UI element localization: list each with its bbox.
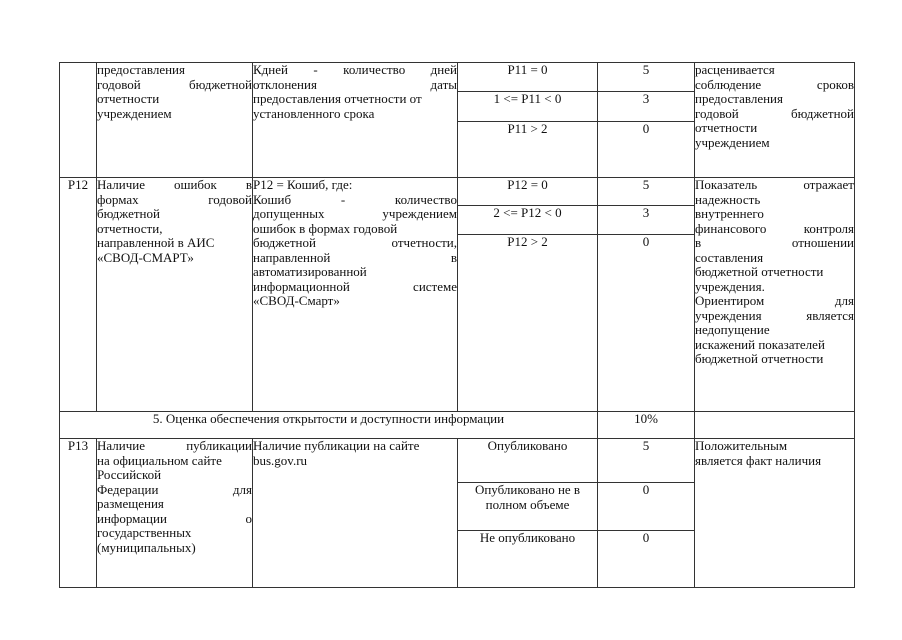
text-line (97, 178, 252, 193)
score-cell: 3 (598, 92, 695, 122)
text-line: автоматизированной (253, 264, 367, 279)
text-line: Не опубликовано (479, 530, 576, 545)
text-word: отклонения (253, 76, 317, 92)
text-word: для (232, 481, 252, 497)
text-line (253, 63, 457, 78)
text-line (695, 107, 854, 122)
text-word: допущенных (253, 206, 325, 221)
text-word: формах (97, 191, 139, 207)
text-line (253, 236, 457, 251)
text-word: ошибок (173, 177, 217, 192)
score-cell: 0 (598, 122, 695, 178)
condition-cell (458, 483, 598, 531)
condition-cell: 1 <= Р11 < 0 (458, 92, 598, 122)
score-cell: 0 (598, 531, 695, 588)
text-word: Кдней (253, 62, 288, 77)
text-line: Положительным (695, 438, 788, 453)
condition-cell: Р11 > 2 (458, 122, 598, 178)
section-title: 5. Оценка обеспечения открытости и доступности информации (60, 412, 598, 439)
text-line: на официальном сайте (97, 452, 222, 468)
text-word: отношении (791, 235, 854, 250)
formula-cell (253, 439, 458, 588)
indicator-code-cell (60, 63, 97, 178)
score-cell: 0 (598, 483, 695, 531)
text-line: отчетности (97, 91, 160, 106)
text-word: учреждением (382, 206, 457, 221)
text-line: отчетности, (97, 220, 163, 236)
text-word: Наличие (97, 438, 145, 453)
text-line: «СВОД-Смарт» (253, 293, 340, 308)
score-cell: 0 (598, 235, 695, 412)
text-word: бюджетной (253, 235, 316, 250)
text-line: Опубликовано (487, 438, 568, 453)
text-word: бюджетной (189, 76, 252, 92)
text-word: - (313, 62, 318, 77)
text-word: Кошиб (253, 191, 292, 207)
text-line: бюджетной отчетности (695, 351, 824, 366)
text-line: является факт наличия (695, 452, 822, 468)
comment-cell (695, 178, 855, 412)
text-word: дней (430, 62, 457, 77)
condition-cell (458, 531, 598, 588)
text-line: Опубликовано не в (474, 482, 581, 497)
text-word: публикации (186, 438, 252, 453)
text-word: о (245, 510, 252, 526)
formula-cell (253, 63, 458, 178)
text-line: бюджетной (97, 206, 160, 221)
text-line (253, 193, 457, 208)
indicator-name-cell (97, 63, 253, 178)
score-cell: 5 (598, 439, 695, 483)
text-line: бюджетной отчетности (695, 264, 824, 279)
text-line (695, 236, 854, 251)
text-word: информации (97, 510, 167, 526)
text-word: сроков (816, 76, 854, 92)
text-word: информационной (253, 278, 350, 294)
text-line (97, 439, 252, 454)
empty-cell (695, 412, 855, 439)
text-line: предоставления (695, 91, 783, 106)
text-line: искажений показателей (695, 336, 825, 352)
text-line: направленной в АИС (97, 235, 215, 250)
text-line: государственных (97, 525, 192, 540)
text-word: годовой (208, 191, 252, 207)
text-word: в (245, 177, 252, 192)
text-line (97, 78, 252, 93)
indicators-table (59, 62, 855, 588)
text-word: учреждения (695, 307, 762, 323)
text-line (253, 78, 457, 93)
text-line (695, 294, 854, 309)
text-line: «СВОД-СМАРТ» (97, 249, 194, 265)
text-line: размещения (97, 496, 164, 511)
text-line (695, 309, 854, 324)
text-line: Р12 = Кошиб, где: (253, 177, 353, 192)
text-word: в (450, 249, 457, 265)
score-cell: 3 (598, 206, 695, 235)
condition-cell (458, 439, 598, 483)
table-row (60, 178, 855, 206)
table-row (60, 63, 855, 92)
section-weight: 10% (598, 412, 695, 439)
text-line: учреждением (97, 105, 172, 121)
text-word: отчетности, (391, 235, 457, 250)
condition-cell: Р11 = 0 (458, 63, 598, 92)
formula-cell (253, 178, 458, 412)
text-word: Наличие (97, 177, 145, 192)
text-word: - (340, 191, 346, 207)
text-word: даты (430, 76, 457, 92)
text-line (97, 193, 252, 208)
text-line: Российской (97, 467, 162, 482)
text-word: количество (343, 62, 406, 77)
text-line (97, 512, 252, 527)
text-word: для (834, 293, 854, 308)
indicator-code-cell: Р13 (60, 439, 97, 588)
text-line: учреждением (695, 134, 770, 150)
text-line: расценивается (695, 62, 775, 77)
score-cell: 5 (598, 178, 695, 206)
text-line (253, 207, 457, 222)
text-line: Наличие публикации на сайте (253, 438, 420, 453)
condition-cell: 2 <= Р12 < 0 (458, 206, 598, 235)
indicator-code-cell: Р12 (60, 178, 97, 412)
text-line: bus.gov.ru (253, 452, 308, 468)
text-line: внутреннего (695, 206, 764, 221)
text-word: Ориентиром (695, 293, 765, 308)
text-word: в (695, 235, 702, 250)
indicator-name-cell (97, 439, 253, 588)
text-line: предоставления отчетности от (253, 91, 422, 106)
text-word: отражает (803, 177, 854, 192)
text-line (253, 280, 457, 295)
text-word: бюджетной (791, 105, 854, 121)
score-cell: 5 (598, 63, 695, 92)
section-row (60, 412, 855, 439)
text-word: количество (394, 191, 457, 207)
text-word: является (806, 307, 854, 323)
text-line: ошибок в формах годовой (253, 220, 398, 236)
text-word: направленной (253, 249, 331, 265)
text-line: отчетности (695, 120, 758, 135)
comment-cell (695, 439, 855, 588)
text-line: составления (695, 249, 764, 265)
text-line (695, 222, 854, 237)
table-row (60, 439, 855, 483)
comment-cell (695, 63, 855, 178)
text-line: надежность (695, 191, 761, 207)
text-line (97, 483, 252, 498)
text-word: соблюдение (695, 76, 762, 92)
text-line (253, 251, 457, 266)
text-line: полном объеме (485, 496, 570, 512)
text-line: установленного срока (253, 105, 375, 121)
text-line (695, 178, 854, 193)
text-word: годовой (695, 105, 739, 121)
text-line: недопущение (695, 322, 770, 337)
text-word: годовой (97, 76, 141, 92)
text-word: системе (413, 278, 457, 294)
condition-cell: Р12 = 0 (458, 178, 598, 206)
text-word: финансового (695, 220, 767, 236)
text-word: Федерации (97, 481, 159, 497)
text-line: предоставления (97, 62, 185, 77)
indicator-name-cell (97, 178, 253, 412)
text-line: учреждения. (695, 278, 765, 294)
text-word: Показатель (695, 177, 758, 192)
text-line (695, 78, 854, 93)
text-word: контроля (803, 220, 854, 236)
condition-cell: Р12 > 2 (458, 235, 598, 412)
text-line: (муниципальных) (97, 539, 196, 555)
